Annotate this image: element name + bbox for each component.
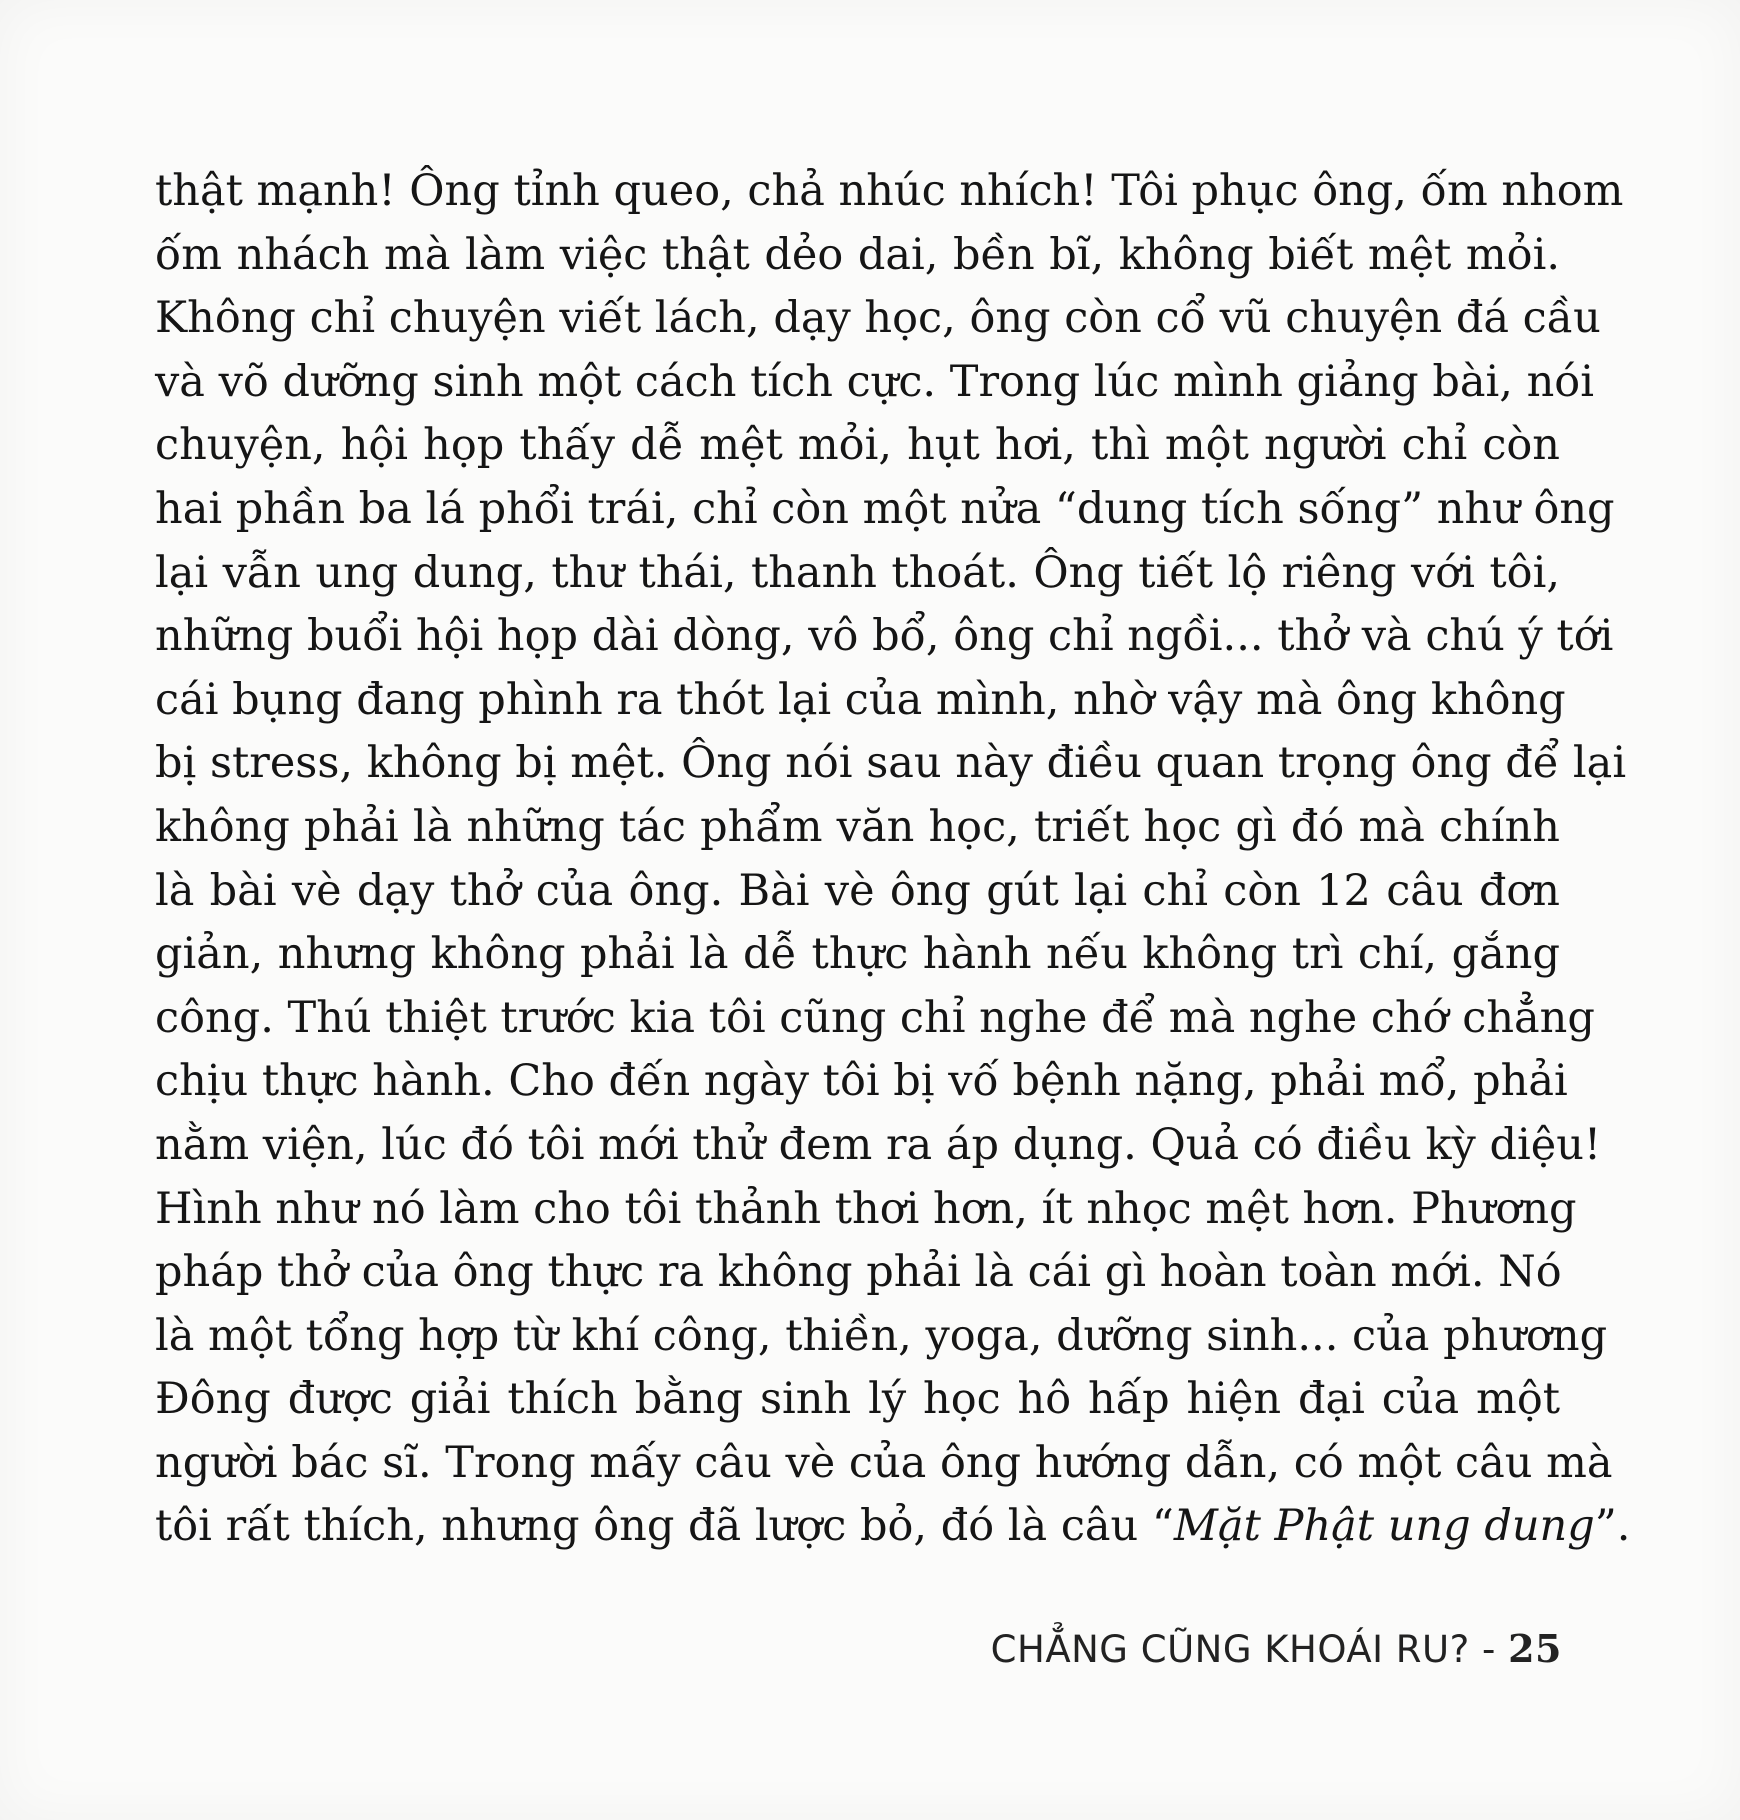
text-line: bị stress, không bị mệt. Ông nói sau này điều quan trọng ông để lại [155,738,1627,789]
text-line: cái bụng đang phình ra thót lại của mình, nhờ vậy mà ông không [155,674,1566,725]
text-line: Không chỉ chuyện viết lách, dạy học, ông còn cổ vũ chuyện đá cầu [155,293,1601,344]
text-line: Hình như nó làm cho tôi thảnh thơi hơn, ít nhọc mệt hơn. Phương [155,1183,1577,1234]
text-line-last [155,1495,1631,1559]
running-footer [991,1626,1562,1671]
last-line-suffix: ”. [1594,1501,1631,1552]
text-line: công. Thú thiệt trước kia tôi cũng chỉ nghe để mà nghe chớ chẳng [155,992,1595,1043]
text-line: thật mạnh! Ông tỉnh queo, chả nhúc nhích! Tôi phục ông, ốm nhom [155,166,1624,216]
last-line-prefix: tôi rất thích, nhưng ông đã lược bỏ, đó là câu “ [155,1501,1174,1552]
italic-quote: Mặt Phật ung dung [1173,1501,1595,1552]
text-line: giản, nhưng không phải là dễ thực hành nếu không trì chí, gắng [155,929,1560,980]
text-line: không phải là những tác phẩm văn học, triết học gì đó mà chính [155,801,1560,852]
text-line: nằm viện, lúc đó tôi mới thử đem ra áp dụng. Quả có điều kỳ diệu! [155,1119,1602,1170]
text-line: là một tổng hợp từ khí công, thiền, yoga, dưỡng sinh... của phương [155,1310,1608,1361]
text-line: chịu thực hành. Cho đến ngày tôi bị vố bệnh nặng, phải mổ, phải [155,1056,1568,1107]
text-line: ốm nhách mà làm việc thật dẻo dai, bền bĩ, không biết mệt mỏi. [155,229,1560,280]
text-line: và võ dưỡng sinh một cách tích cực. Trong lúc mình giảng bài, nói [155,356,1594,407]
text-line: lại vẫn ung dung, thư thái, thanh thoát. Ông tiết lộ riêng với tôi, [155,547,1560,598]
text-line: những buổi hội họp dài dòng, vô bổ, ông chỉ ngồi... thở và chú ý tới [155,611,1614,662]
text-line: Đông được giải thích bằng sinh lý học hô hấp hiện đại của một [155,1374,1560,1425]
text-line: hai phần ba lá phổi trái, chỉ còn một nửa “dung tích sống” như ông [155,483,1615,534]
page-number: 25 [1508,1626,1562,1671]
body-text [155,160,1631,1559]
text-line: chuyện, hội họp thấy dễ mệt mỏi, hụt hơi, thì một người chỉ còn [155,420,1560,471]
book-title: CHẲNG CŨNG KHOÁI RU? - [990,1628,1509,1671]
text-line: pháp thở của ông thực ra không phải là cái gì hoàn toàn mới. Nó [155,1247,1562,1298]
text-line: là bài vè dạy thở của ông. Bài vè ông gút lại chỉ còn 12 câu đơn [155,865,1560,916]
text-line: người bác sĩ. Trong mấy câu vè của ông hướng dẫn, có một câu mà [155,1437,1613,1488]
